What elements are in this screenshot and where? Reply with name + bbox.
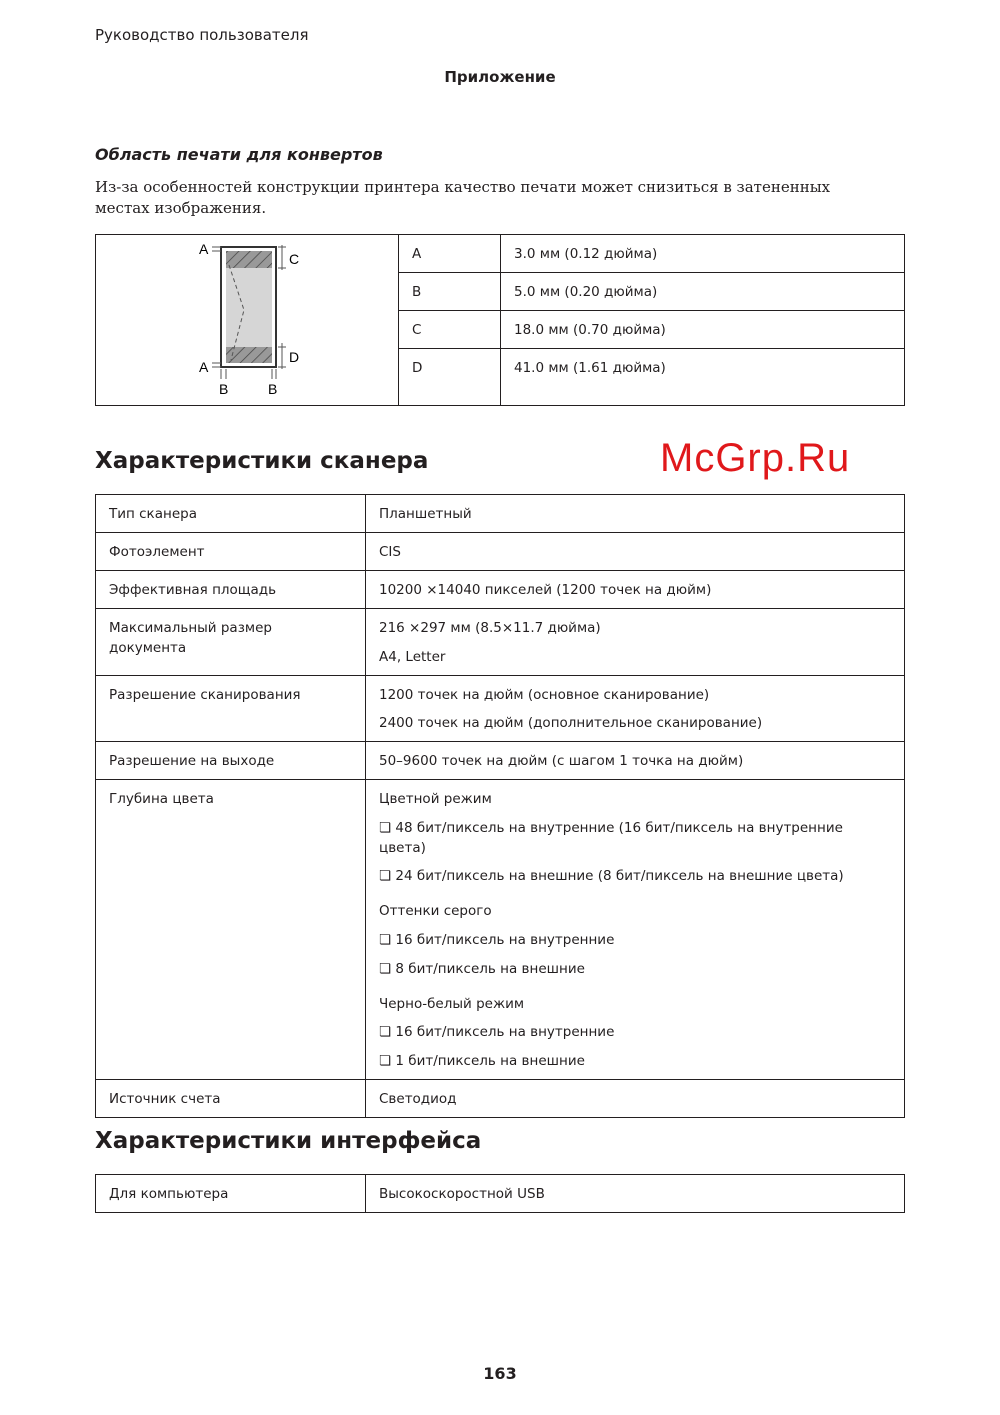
label-a: A — [199, 359, 209, 375]
spec-line: 2400 точек на дюйм (дополнительное сканирование) — [379, 715, 763, 732]
spec-key: Разрешение сканирования — [96, 675, 366, 742]
label-b: B — [268, 381, 278, 397]
spec-key: Разрешение на выходе — [96, 742, 366, 780]
spec-line: A4, Letter — [379, 648, 446, 665]
spec-line: 216 ×297 мм (8.5×11.7 дюйма) — [379, 620, 601, 636]
spec-value — [366, 675, 905, 742]
spec-value — [366, 609, 905, 676]
spec-value: Высокоскоростной USB — [366, 1175, 905, 1213]
bullet-item: ❏ 1 бит/пиксель на внешние — [379, 1051, 891, 1071]
page-number: 163 — [483, 1364, 517, 1383]
bullet-item: ❏ 24 бит/пиксель на внешние (8 бит/пиксель на внешние цвета) — [379, 866, 891, 886]
bullet-item: ❏ 16 бит/пиксель на внутренние — [379, 1022, 891, 1042]
bullet-item: ❏ 48 бит/пиксель на внутренние (16 бит/пиксель на внутренние цвета) — [379, 818, 891, 858]
envelope-diagram-cell — [96, 235, 399, 406]
margin-key: D — [399, 349, 501, 406]
label-d: D — [289, 349, 300, 365]
spec-key: Фотоэлемент — [96, 533, 366, 571]
interface-table — [95, 1174, 905, 1213]
scanner-heading: Характеристики сканера — [95, 448, 429, 474]
spec-key: Максимальный размер документа — [96, 609, 366, 676]
spec-line: 1200 точек на дюйм (основное сканирование) — [379, 686, 710, 703]
group-heading: Оттенки серого — [379, 903, 492, 920]
spec-key: Тип сканера — [96, 495, 366, 533]
spec-key: Глубина цвета — [96, 780, 366, 1080]
spec-key: Эффективная площадь — [96, 571, 366, 609]
margin-value: 18.0 мм (0.70 дюйма) — [501, 311, 905, 349]
spec-value: 50–9600 точек на дюйм (с шагом 1 точка на дюйм) — [366, 742, 905, 780]
spec-value: 10200 ×14040 пикселей (1200 точек на дюйм) — [366, 571, 905, 609]
envelope-intro: Из-за особенностей конструкции принтера качество печати может снизиться в затененных местах изображения. — [95, 178, 831, 217]
interface-heading: Характеристики интерфейса — [95, 1128, 482, 1154]
margin-value: 41.0 мм (1.61 дюйма) — [501, 349, 905, 406]
margin-value: 3.0 мм (0.12 дюйма) — [501, 235, 905, 273]
margin-key: C — [399, 311, 501, 349]
bullet-item: ❏ 16 бит/пиксель на внутренние — [379, 930, 891, 950]
label-b: B — [219, 381, 229, 397]
scanner-table — [95, 494, 905, 1118]
label-c: C — [289, 251, 300, 267]
spec-key: Источник счета — [96, 1079, 366, 1117]
group-heading: Черно-белый режим — [379, 995, 525, 1012]
section-title: Приложение — [444, 68, 556, 86]
envelope-subtitle: Область печати для конвертов — [95, 145, 383, 164]
envelope-table — [95, 234, 905, 406]
envelope-diagram — [96, 235, 398, 399]
spec-value: Светодиод — [366, 1079, 905, 1117]
bullet-item: ❏ 8 бит/пиксель на внешние — [379, 959, 891, 979]
spec-value: CIS — [366, 533, 905, 571]
margin-value: 5.0 мм (0.20 дюйма) — [501, 273, 905, 311]
running-header: Руководство пользователя — [95, 26, 309, 44]
margin-key: B — [399, 273, 501, 311]
spec-value: Планшетный — [366, 495, 905, 533]
watermark: McGrp.Ru — [660, 436, 851, 480]
group-heading: Цветной режим — [379, 791, 492, 808]
margin-key: A — [399, 235, 501, 273]
spec-key: Для компьютера — [96, 1175, 366, 1213]
spec-value — [366, 780, 905, 1080]
label-a: A — [199, 241, 209, 257]
